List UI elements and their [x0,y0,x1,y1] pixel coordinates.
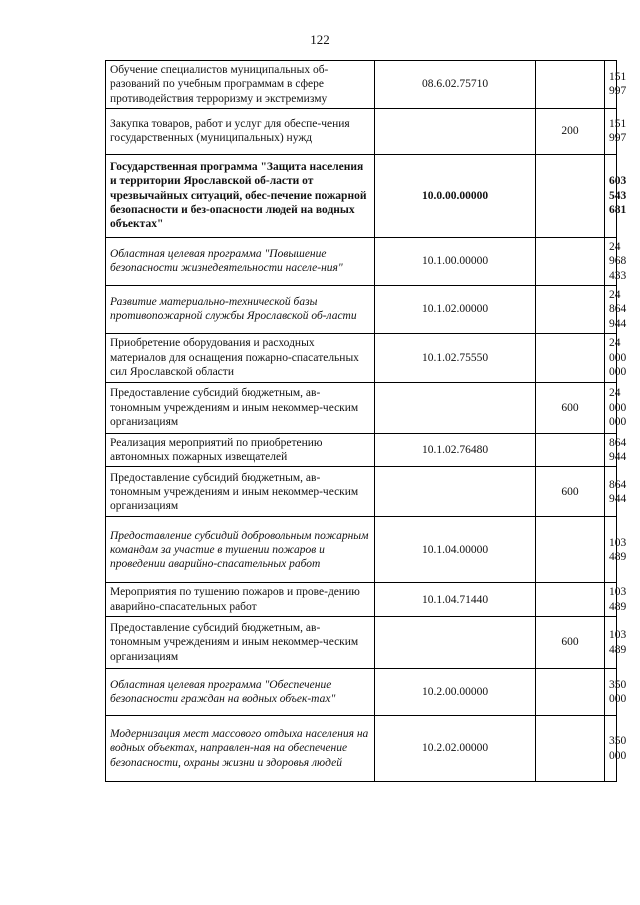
table-row [106,669,617,716]
row-amount-cell: 103 489 [605,583,617,617]
row-name-cell: Предоставление субсидий бюджетным, ав-тономным учреждениям и иным некоммер-ческим организациям [106,617,375,669]
row-expense-type-cell [536,517,605,583]
row-name-cell: Закупка товаров, работ и услуг для обеспе-чения государственных (муниципальных) нужд [106,108,375,154]
row-amount-cell: 24 864 944 [605,285,617,333]
row-expense-type-cell: 600 [536,467,605,517]
table-row [106,467,617,517]
row-expense-type-cell [536,333,605,382]
table-row [106,433,617,467]
row-name-cell: Областная целевая программа "Повышение безопасности жизнедеятельности населе-ния" [106,237,375,285]
table-row [106,61,617,109]
row-name-cell: Предоставление субсидий бюджетным, ав-тономным учреждениям и иным некоммер-ческим организациям [106,382,375,433]
row-expense-type-cell [536,716,605,782]
row-name-cell: Государственная программа "Защита населения и территории Ярославской об-ласти от чрезвычайных ситуаций, обес-печение пожарной безопасности и без-опасности людей на водных объектах" [106,154,375,237]
table-row [106,583,617,617]
row-code-cell: 10.1.02.75550 [375,333,536,382]
row-name-cell: Реализация мероприятий по приобретению автономных пожарных извещателей [106,433,375,467]
table-row [106,716,617,782]
row-expense-type-cell [536,669,605,716]
row-code-cell [375,617,536,669]
row-name-cell: Обучение специалистов муниципальных об-разований по учебным программам в сфере противодействия терроризму и экстремизму [106,61,375,109]
table-row [106,285,617,333]
row-code-cell [375,108,536,154]
table-row [106,333,617,382]
table-row [106,382,617,433]
row-code-cell [375,467,536,517]
row-expense-type-cell [536,433,605,467]
budget-table-body [106,61,627,782]
table-row [106,237,617,285]
row-name-cell: Мероприятия по тушению пожаров и прове-дению аварийно-спасательных работ [106,583,375,617]
table-row [106,108,617,154]
row-amount-cell: 864 944 [605,433,617,467]
row-amount-cell: 603 543 681 [605,154,617,237]
row-amount-cell: 24 968 433 [605,237,617,285]
row-name-cell: Предоставление субсидий бюджетным, ав-тономным учреждениям и иным некоммер-ческим организациям [106,467,375,517]
row-amount-cell: 103 489 [605,517,617,583]
row-expense-type-cell [536,285,605,333]
row-name-cell: Областная целевая программа "Обеспечение безопасности граждан на водных объек-тах" [106,669,375,716]
row-expense-type-cell: 200 [536,108,605,154]
row-expense-type-cell: 600 [536,382,605,433]
row-code-cell: 10.1.00.00000 [375,237,536,285]
row-code-cell: 08.6.02.75710 [375,61,536,109]
row-amount-cell: 151 997 [605,61,617,109]
row-expense-type-cell [536,61,605,109]
table-row [106,517,617,583]
row-expense-type-cell [536,237,605,285]
row-amount-cell: 24 000 000 [605,333,617,382]
row-amount-cell: 151 997 [605,108,617,154]
row-amount-cell: 350 000 [605,669,617,716]
table-row [106,154,617,237]
row-name-cell: Предоставление субсидий добровольным пожарным командам за участие в тушении пожаров и проведении аварийно-спасательных работ [106,517,375,583]
row-expense-type-cell [536,154,605,237]
row-code-cell: 10.2.00.00000 [375,669,536,716]
row-name-cell: Приобретение оборудования и расходных материалов для оснащения пожарно-спасательных сил Ярославской области [106,333,375,382]
row-name-cell: Развитие материально-технической базы противопожарной службы Ярославской об-ласти [106,285,375,333]
row-code-cell: 10.2.02.00000 [375,716,536,782]
row-expense-type-cell: 600 [536,617,605,669]
row-code-cell: 10.1.04.71440 [375,583,536,617]
table-row [106,617,617,669]
budget-table [105,60,627,782]
row-amount-cell: 864 944 [605,467,617,517]
row-expense-type-cell [536,583,605,617]
row-code-cell: 10.1.02.00000 [375,285,536,333]
row-code-cell [375,382,536,433]
row-code-cell: 10.1.04.00000 [375,517,536,583]
row-amount-cell: 350 000 [605,716,617,782]
row-amount-cell: 24 000 000 [605,382,617,433]
page-number: 122 [310,32,330,47]
row-code-cell: 10.0.00.00000 [375,154,536,237]
row-amount-cell: 103 489 [605,617,617,669]
row-code-cell: 10.1.02.76480 [375,433,536,467]
row-name-cell: Модернизация мест массового отдыха населения на водных объектах, направлен-ная на обеспечение безопасности, охраны жизни и здоровья людей [106,716,375,782]
